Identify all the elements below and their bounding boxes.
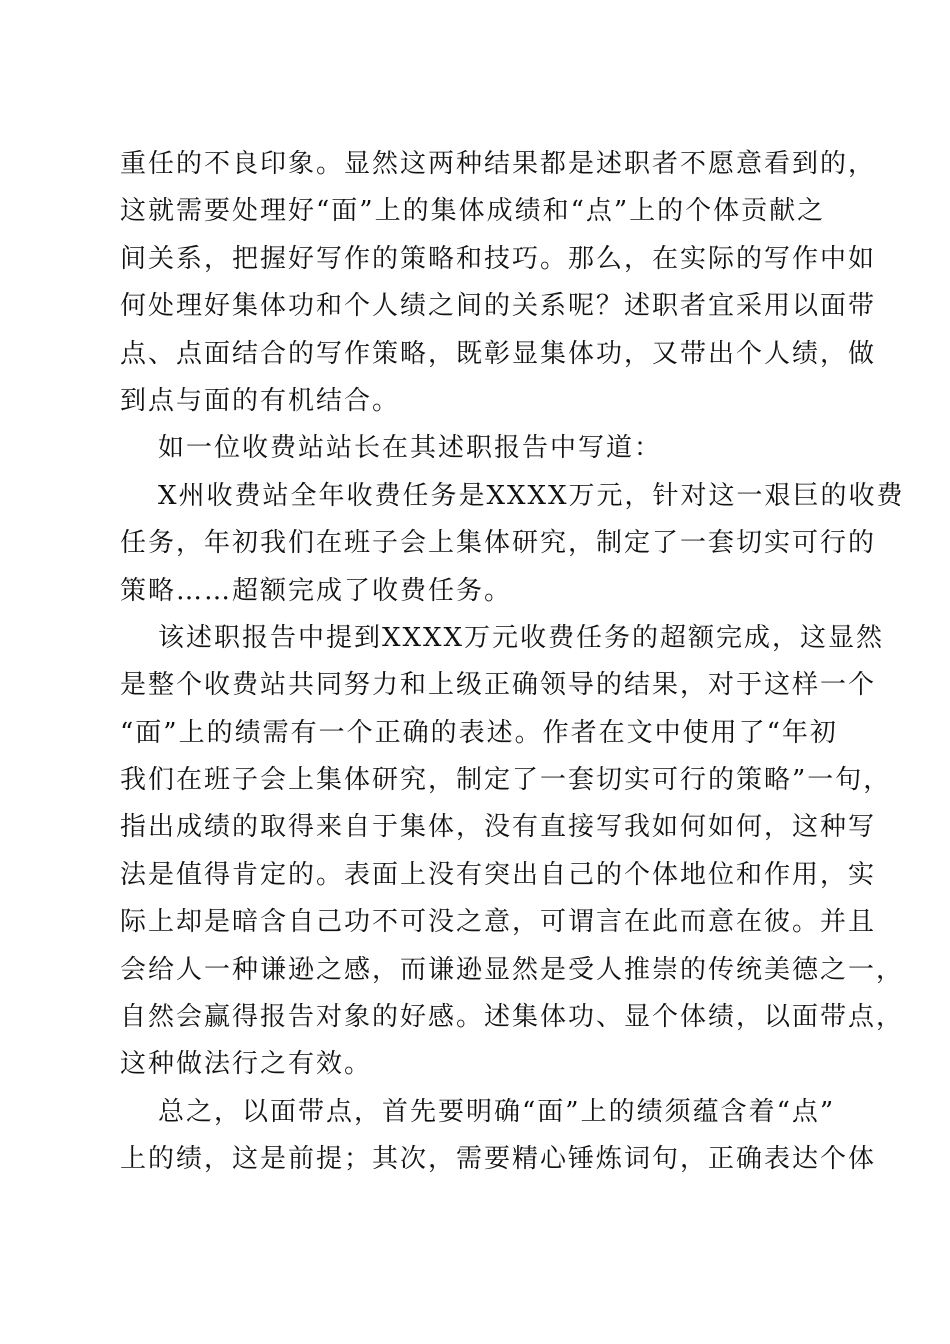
text-line: 是整个收费站共同努力和上级正确领导的结果，对于这样一个: [120, 670, 877, 701]
text-line: 自然会赢得报告对象的好感。述集体功、显个体绩，以面带点，: [120, 1002, 905, 1033]
text-line: 策略……超额完成了收费任务。: [120, 575, 513, 606]
paragraph-start-line: 如一位收费站站长在其述职报告中写道：: [158, 433, 663, 464]
text-line: “面”上的绩需有一个正确的表述。作者在文中使用了“年初: [120, 717, 838, 748]
text-line: 上的绩，这是前提；其次，需要精心锤炼词句，正确表达个体: [120, 1144, 877, 1175]
text-line: 任务，年初我们在班子会上集体研究，制定了一套切实可行的: [120, 528, 877, 559]
text-line: 我们在班子会上集体研究，制定了一套切实可行的策略”一句，: [120, 765, 892, 796]
paragraph-start-line: 该述职报告中提到XXXX万元收费任务的超额完成，这显然: [158, 622, 885, 653]
text-line: 法是值得肯定的。表面上没有突出自己的个体地位和作用，实: [120, 859, 877, 890]
quote-start-line: X州收费站全年收费任务是XXXX万元，针对这一艰巨的收费: [158, 480, 905, 511]
text-line: 点、点面结合的写作策略，既彰显集体功，又带出个人绩，做: [120, 338, 877, 369]
body-text: [120, 141, 905, 1184]
text-line: 会给人一种谦逊之感，而谦逊显然是受人推崇的传统美德之一，: [120, 954, 905, 985]
text-line: 到点与面的有机结合。: [120, 385, 401, 416]
text-line: 指出成绩的取得来自于集体，没有直接写我如何如何，这种写: [120, 812, 877, 843]
text-line: 间关系，把握好写作的策略和技巧。那么，在实际的写作中如: [120, 243, 877, 274]
paragraph-start-line: 总之，以面带点，首先要明确“面”上的绩须蕴含着“点”: [158, 1096, 836, 1127]
text-line: 这种做法行之有效。: [120, 1049, 373, 1080]
text-line: 这就需要处理好“面”上的集体成绩和“点”上的个体贡献之: [120, 196, 826, 227]
text-line: 重任的不良印象。显然这两种结果都是述职者不愿意看到的，: [120, 149, 877, 179]
text-line: 何处理好集体功和个人绩之间的关系呢？述职者宜采用以面带: [120, 291, 877, 322]
text-line: 际上却是暗含自己功不可没之意，可谓言在此而意在彼。并且: [120, 907, 877, 938]
